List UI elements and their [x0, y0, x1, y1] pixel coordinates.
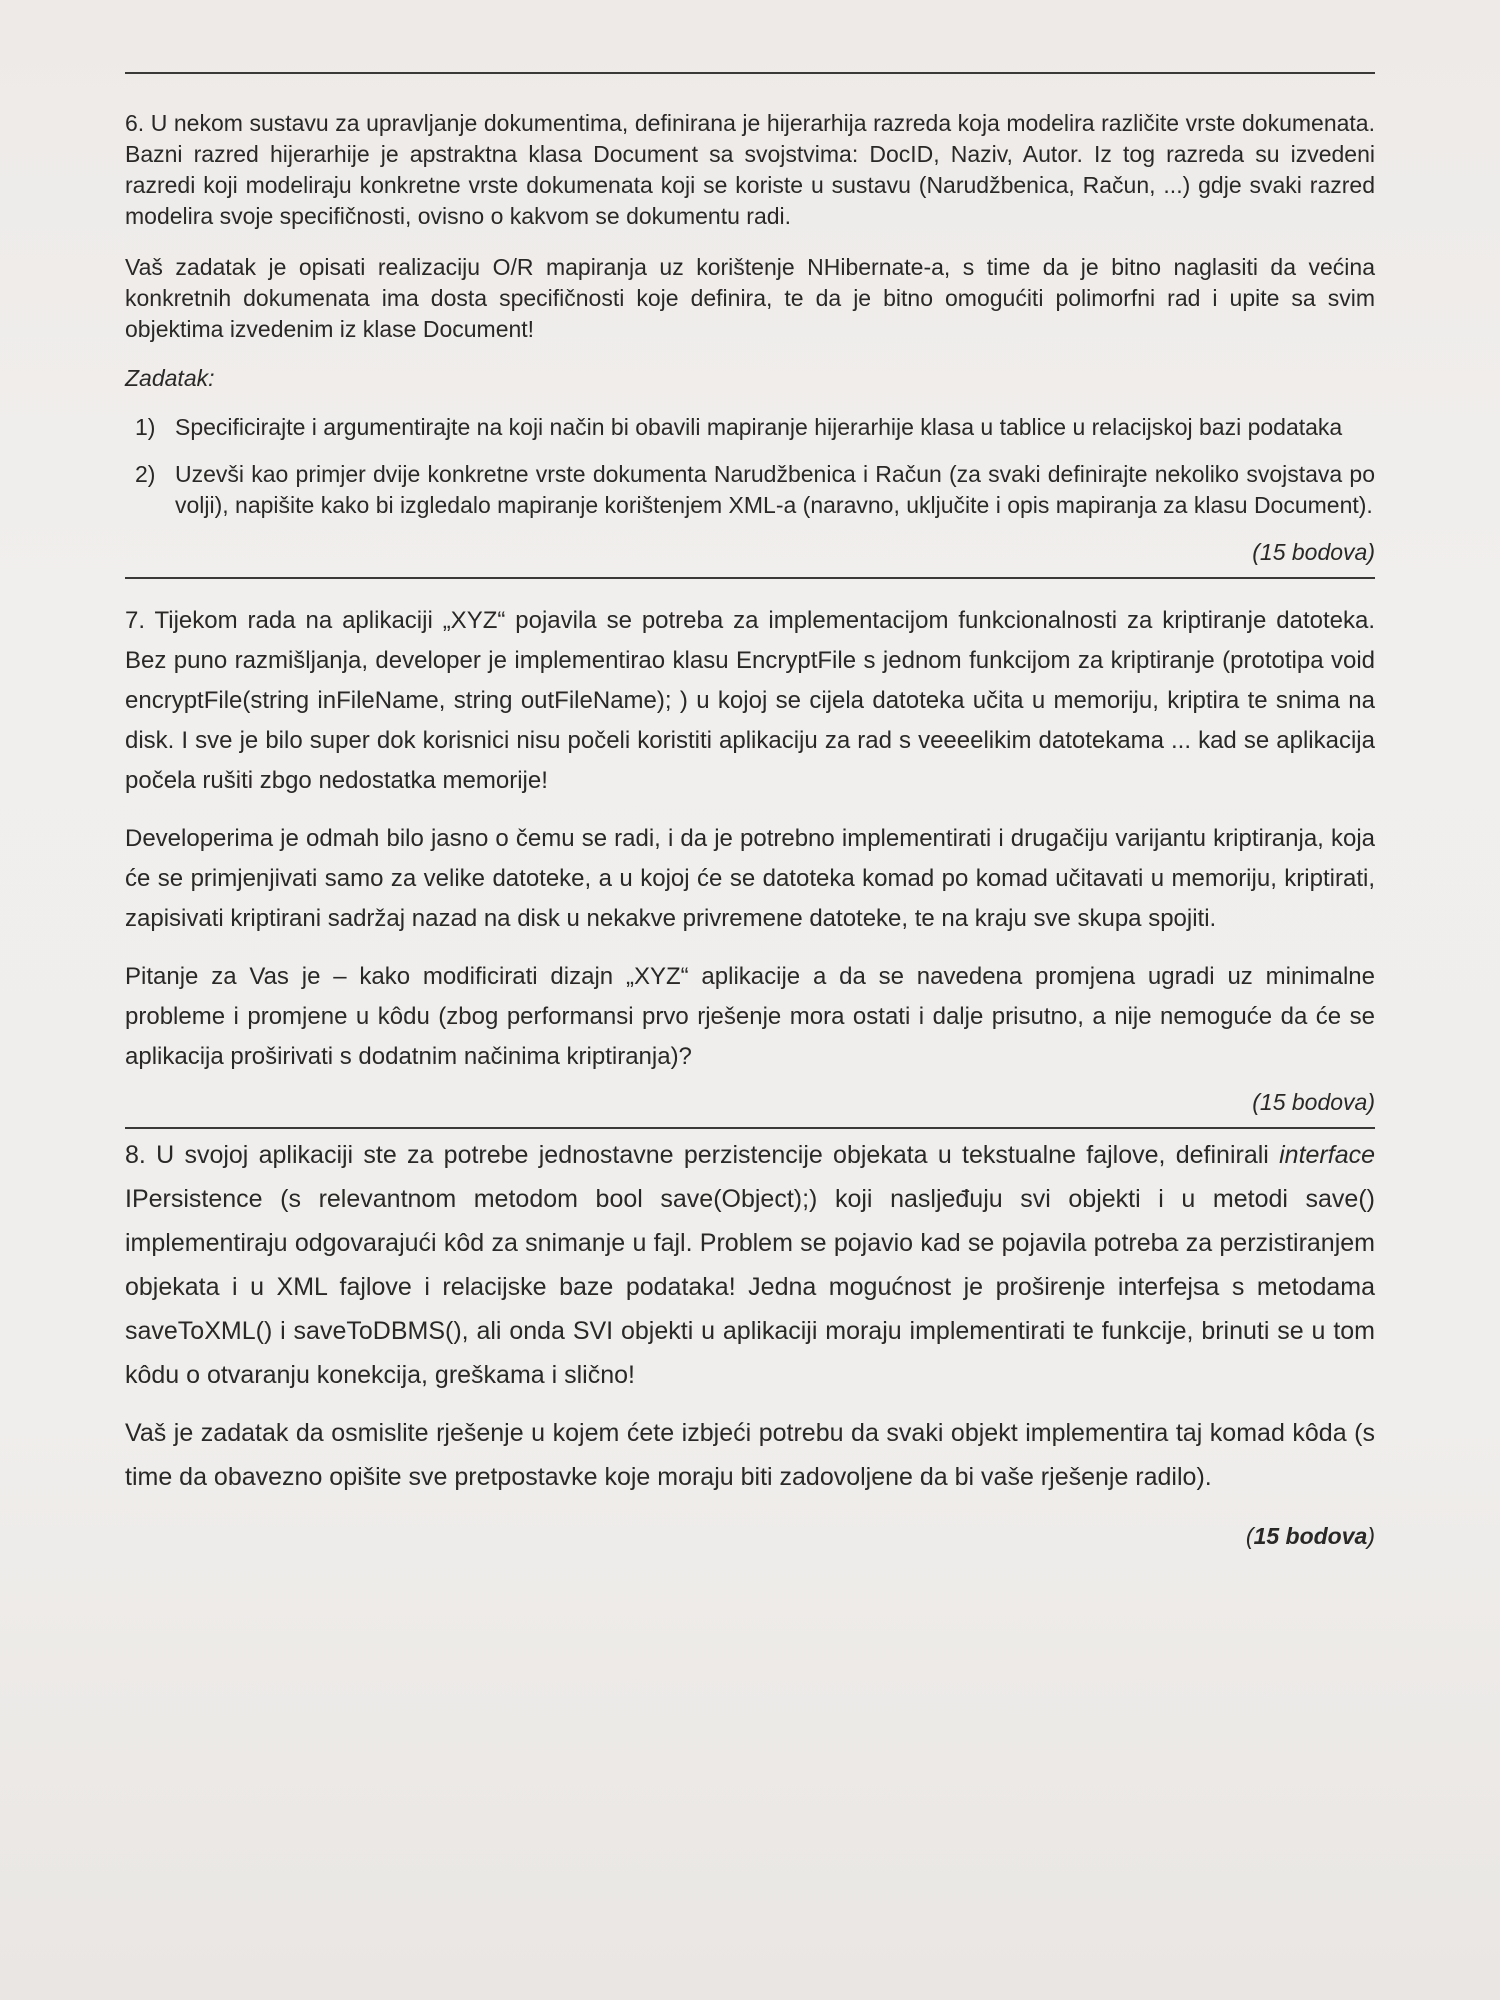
task-6-list [125, 412, 1375, 521]
item-number: 2) [135, 461, 156, 487]
item-number: 1) [135, 414, 156, 440]
task-8-text-rest: IPersistence (s relevantnom metodom bool save(Object);) koji nasljeđuju svi objekti i u metodi save() implementiraju odgovarajući kôd za snimanje u fajl. Problem se pojavio kad se pojavila potreba za perzistiranjem objekata i u XML fajlove i relacijske baze podataka! Jedna mogućnost je proširenje interfejsa s metodama saveToXML() i saveToDBMS(), ali onda SVI objekti u aplikaciji moraju implementirati te funkcije, brinuti se u tom kôdu o otvaranju konekcija, greškama i slično! [125, 1185, 1375, 1389]
task-6-item-2 [135, 459, 1375, 521]
task-8-interface-word: interface [1279, 1141, 1375, 1169]
task-6-intro: 6. U nekom sustavu za upravljanje dokumentima, definirana je hijerarhija razreda koja modelira različite vrste dokumenata. Bazni razred hijerarhije je apstraktna klasa Document sa svojstvima: DocID, Naziv, Autor. Iz tog razreda su izvedeni razredi koji modeliraju konkretne vrste dokumenata koji se koriste u sustavu (Narudžbenica, Račun, ...) gdje svaki razred modelira svoje specifičnosti, ovisno o kakvom se dokumentu radi. [125, 110, 1375, 229]
task-8-paragraph-2: Vaš je zadatak da osmislite rješenje u kojem ćete izbjeći potrebu da svaki objekt implementira taj komad kôda (s time da obavezno opišite sve pretpostavke koje moraju biti zadovoljene da bi vaše rješenje radilo). [125, 1419, 1375, 1491]
points-close-paren: ) [1367, 1523, 1375, 1549]
task-7-paragraph-1: 7. Tijekom rada na aplikaciji „XYZ“ pojavila se potreba za implementacijom funkcionalnosti za kriptiranje datoteka. Bez puno razmišljanja, developer je implementirao klasu EncryptFile s jednom funkcijom za kriptiranje (prototipa void encryptFile(string inFileName, string outFileName); ) u kojoj se cijela datoteka učita u memoriju, kriptira te snima na disk. I sve je bilo super dok korisnici nisu počeli koristiti aplikaciju za rad s veeeelikim datotekama ... kad se aplikacija počela rušiti zbgo nedostatka memorije! [125, 607, 1375, 794]
task-7-paragraph-2: Developerima je odmah bilo jasno o čemu se radi, i da je potrebno implementirati i drugačiju varijantu kriptiranja, koja će se primjenjivati samo za velike datoteke, a u kojoj će se datoteka komad po komad učitavati u memoriju, kriptirati, zapisivati kriptirani sadržaj nazad na disk u nekakve privremene datoteke, te na kraju sve skupa spojiti. [125, 825, 1375, 932]
task-8-points [125, 1521, 1375, 1551]
task-6-paragraph-2: Vaš zadatak je opisati realizaciju O/R mapiranja uz korištenje NHibernate-a, s time da je bitno naglasiti da većina konkretnih dokumenata ima dosta specifičnosti koje definira, te da je bitno omogućiti polimorfni rad i upite sa svim objektima izvedenim iz klase Document! [125, 254, 1375, 342]
task-7 [125, 601, 1375, 1117]
task-6 [125, 108, 1375, 567]
divider-after-task-6 [125, 577, 1375, 579]
top-divider [125, 72, 1375, 74]
task-8 [125, 1133, 1375, 1551]
task-7-points: (15 bodova) [1252, 1089, 1375, 1115]
exam-content [125, 72, 1375, 1551]
points-value: 15 bodova [1253, 1523, 1368, 1549]
points-open-paren: ( [1245, 1523, 1254, 1549]
task-6-item-1 [135, 412, 1375, 443]
item-text: Uzevši kao primjer dvije konkretne vrste dokumenta Narudžbenica i Račun (za svaki definirajte nekoliko svojstava po volji), napišite kako bi izgledalo mapiranje korištenjem XML-a (naravno, uključite i opis mapiranja za klasu Document). [175, 461, 1375, 518]
task-8-paragraph-1 [125, 1133, 1375, 1397]
task-7-paragraph-3: Pitanje za Vas je – kako modificirati dizajn „XYZ“ aplikacije a da se navedena promjena ugradi uz minimalne probleme i promjene u kôdu (zbog performansi prvo rješenje mora ostati i dalje prisutno, a nije nemoguće da će se aplikacija proširivati s dodatnim načinima kriptiranja)? [125, 963, 1375, 1070]
task-6-zadatak-label: Zadatak: [125, 365, 215, 391]
item-text: Specificirajte i argumentirajte na koji način bi obavili mapiranje hijerarhije klasa u tablice u relacijskoj bazi podataka [175, 414, 1343, 440]
task-8-text-start: 8. U svojoj aplikaciji ste za potrebe jednostavne perzistencije objekata u tekstualne fajlove, definirali [125, 1141, 1280, 1169]
divider-after-task-7 [125, 1127, 1375, 1129]
task-6-points: (15 bodova) [1252, 539, 1375, 565]
